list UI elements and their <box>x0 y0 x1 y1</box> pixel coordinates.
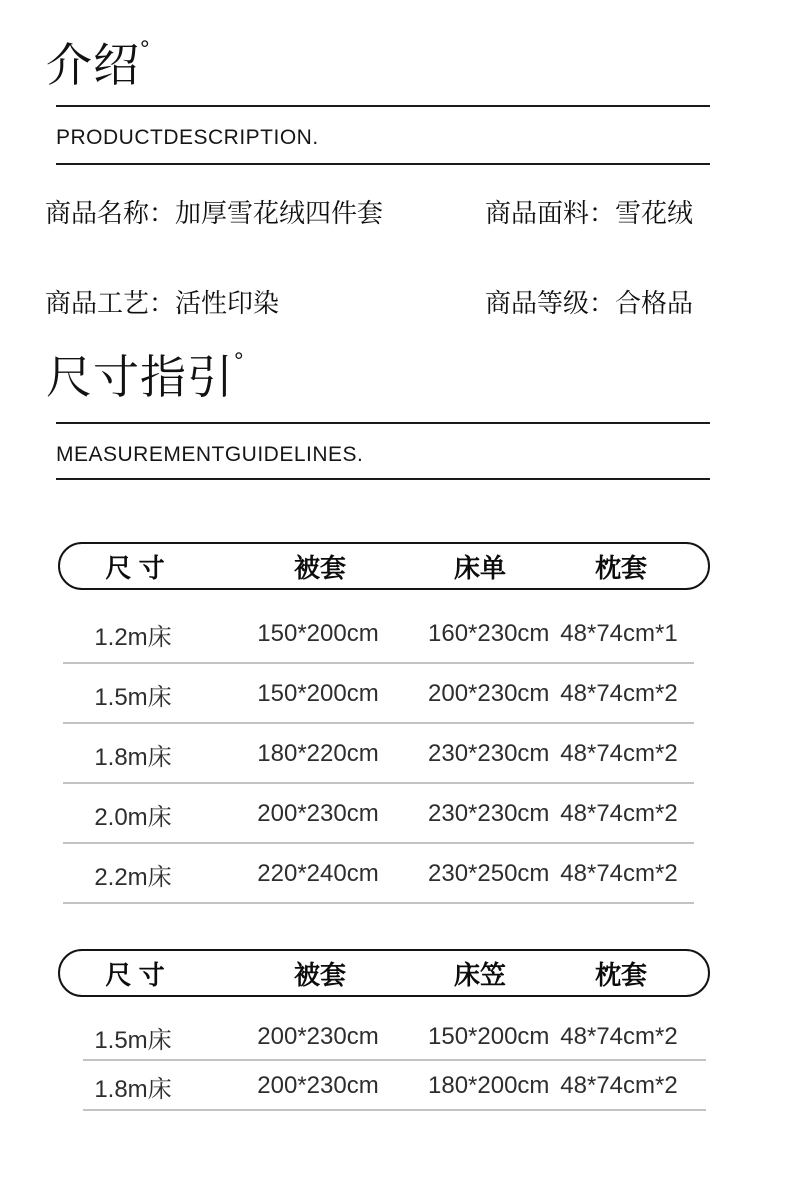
table-cell: 220*240cm <box>257 860 379 887</box>
table-cell: 1.2m床 <box>94 623 172 651</box>
size-table-sheet <box>58 542 710 904</box>
table-cell: 200*230cm <box>257 800 379 827</box>
section-title-intro <box>46 36 790 91</box>
table-row <box>58 724 710 784</box>
table-cell: 230*230cm <box>428 800 550 827</box>
field-label: 商品等级： <box>485 288 616 318</box>
header-cell-pillowcase: 枕套 <box>594 959 647 990</box>
field-value: 活性印染 <box>175 288 280 318</box>
field-value: 加厚雪花绒四件套 <box>175 198 384 228</box>
product-description-page <box>0 36 790 1188</box>
table-cell: 1.5m床 <box>94 1026 172 1054</box>
table-cell: 230*230cm <box>428 740 550 767</box>
table-cell: 48*74cm*1 <box>560 620 678 647</box>
product-attributes <box>45 198 790 318</box>
table-cell: 48*74cm*2 <box>560 740 678 767</box>
field-label: 商品面料： <box>485 198 616 228</box>
header-cell-duvet-cover: 被套 <box>293 552 346 583</box>
divider-line <box>56 105 710 107</box>
intro-section <box>0 36 790 318</box>
field-label: 商品名称： <box>45 198 176 228</box>
section-title-size-guide <box>46 348 790 403</box>
field-product-craft <box>45 288 485 318</box>
field-value: 合格品 <box>615 288 694 318</box>
size-table-fitted-sheet <box>58 949 710 1111</box>
table-cell: 1.8m床 <box>94 743 172 771</box>
table-row <box>58 844 710 904</box>
table-cell: 1.5m床 <box>94 683 172 711</box>
degree-mark: ° <box>140 36 151 63</box>
field-product-fabric <box>485 198 790 228</box>
table-cell: 48*74cm*2 <box>560 1023 678 1050</box>
header-cell-duvet-cover: 被套 <box>293 959 346 990</box>
table-cell: 160*230cm <box>428 620 550 647</box>
field-product-name <box>45 198 485 228</box>
table-body <box>58 1013 710 1111</box>
table-cell: 1.8m床 <box>94 1075 172 1103</box>
table-row <box>58 784 710 844</box>
table-cell: 48*74cm*2 <box>560 1072 678 1099</box>
field-value: 雪花绒 <box>615 198 694 228</box>
table-row <box>58 1013 710 1061</box>
header-cell-fitted-sheet: 床笠 <box>453 959 506 990</box>
field-product-grade <box>485 288 790 318</box>
table-cell: 200*230cm <box>257 1023 379 1050</box>
table-cell: 230*250cm <box>428 860 550 887</box>
table-cell: 200*230cm <box>428 680 550 707</box>
section-title-text: 尺寸指引 <box>46 351 234 403</box>
divider-line <box>56 422 710 424</box>
header-cell-size: 尺 寸 <box>105 959 165 990</box>
table-row <box>58 604 710 664</box>
table-cell: 48*74cm*2 <box>560 800 678 827</box>
table-cell: 180*220cm <box>257 740 379 767</box>
table-cell: 2.0m床 <box>94 803 172 831</box>
section-title-text: 介绍 <box>46 39 140 91</box>
table-cell: 2.2m床 <box>94 863 172 891</box>
table-row <box>58 664 710 724</box>
degree-mark: ° <box>234 348 245 375</box>
table-cell: 150*200cm <box>257 680 379 707</box>
size-guide-section <box>0 348 790 1111</box>
table-cell: 150*200cm <box>428 1023 550 1050</box>
header-cell-bed-sheet: 床单 <box>453 552 506 583</box>
section-subtitle-intro: PRODUCTDESCRIPTION. <box>56 126 319 149</box>
table-header-row <box>58 949 710 997</box>
table-cell: 150*200cm <box>257 620 379 647</box>
table-header-row <box>58 542 710 590</box>
table-cell: 48*74cm*2 <box>560 680 678 707</box>
header-cell-size: 尺 寸 <box>105 552 165 583</box>
field-label: 商品工艺： <box>45 288 176 318</box>
table-row <box>58 1061 710 1111</box>
divider-line <box>56 163 710 165</box>
table-cell: 200*230cm <box>257 1072 379 1099</box>
section-subtitle-size-guide: MEASUREMENTGUIDELINES. <box>56 443 364 466</box>
divider-line <box>56 478 710 480</box>
table-cell: 180*200cm <box>428 1072 550 1099</box>
table-body <box>58 604 710 904</box>
table-cell: 48*74cm*2 <box>560 860 678 887</box>
header-cell-pillowcase: 枕套 <box>594 552 647 583</box>
